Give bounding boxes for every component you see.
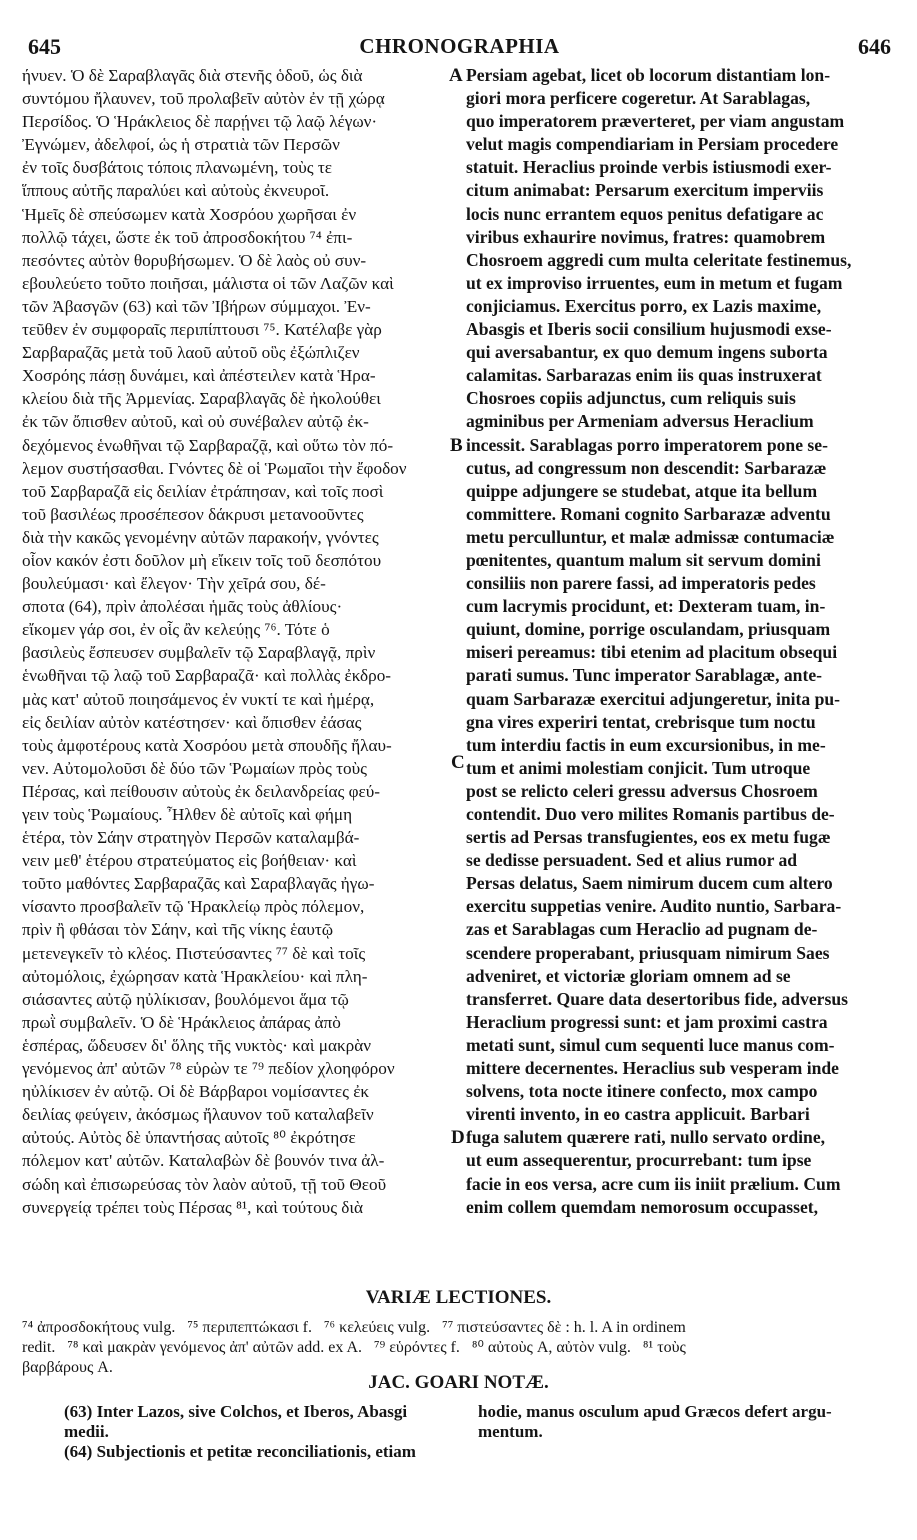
latin-text-line: zas et Sarablagas cum Heraclio ad pugnam de- [466,919,818,940]
latin-text-line: mittere decernentes. Heraclius sub vesperam inde [466,1058,839,1079]
note-line: mentum. [478,1422,543,1441]
margin-marker-d: D [451,1127,465,1148]
latin-text-line: scendere properabant, priusquam nimirum Saes [466,942,830,963]
latin-text-line: tum interdiu factis in eum excursionibus, in me- [466,734,826,755]
margin-marker-c: C [451,752,465,773]
greek-text-line: σποτα (64), πρὶν ἀπολέσαι ἡμᾶς τοὺς ἀθλίους· [22,597,343,617]
variae-lectiones-text [22,1318,902,1378]
latin-text-line: viribus exhaurire novimus, fratres: quamobrem [466,226,826,247]
latin-text-line: pœnitentes, quantum malum sit servum domini [466,549,821,570]
greek-text-line: διὰ τὴν κακῶς γενομένην αὐτῶν παρακοήν, γνόντες [22,527,379,547]
latin-text-line: Abasgis et Iberis socii consilium hujusmodi exse- [466,319,832,340]
latin-text-line: Persas delatus, Saem nimirum ducem cum altero [466,873,833,894]
latin-text-line: quam Sarbarazæ exercitui adjungeretur, inita pu- [466,688,841,709]
greek-text-line: μετενεγκεῖν τὸ κλέος. Πιστεύσαντες ⁷⁷ δὲ καὶ τοῖς [22,943,366,963]
greek-text-line: ἐν τοῖς δυσβάτοις τόποις πλανωμένη, τοὺς τε [22,158,332,178]
latin-text-line: calamitas. Sarbarazas enim iis quas instruxerat [466,365,822,386]
latin-text-line: facie in eos versa, acre cum iis iniit prælium. Cum [466,1173,841,1194]
greek-text-line: συντόμου ἤλαυνεν, τοῦ προλαβεῖν αὐτὸν ἐν τῇ χώρᾳ [22,89,385,109]
greek-text-line: πεσόντες αὐτὸν θορυβήσωμεν. Ὁ δὲ λαὸς οὐ συν- [22,250,367,270]
goari-notae-heading: JAC. GOARI NOTÆ. [368,1372,549,1393]
greek-text-line: γειν τοὺς Ῥωμαίους. Ἦλθεν δὲ αὐτοῖς καὶ φήμη [22,805,353,824]
latin-text-line: miseri pereamus: tibi etenim ad placitum obsequi [466,642,838,663]
greek-text-line: εἴκομεν γάρ σοι, ἐν οἷς ἂν κελεύῃς ⁷⁶. Τότε ὁ [22,620,330,640]
greek-text-line: Ἐγνώμεν, ἀδελφοί, ὡς ἡ στρατιὰ τῶν Περσῶν [22,135,340,155]
greek-text-line: πολλῷ τάχει, ὥστε ἐκ τοῦ ἀπροσδοκήτου ⁷⁴ ἐπι- [22,227,353,247]
greek-text-line: ἑνωθῆναι τῷ λαῷ τοῦ Σαρβαραζᾶ· καὶ πολλὰς ἐκδρο- [22,666,392,686]
latin-text-line: metu perculluntur, et malæ admissæ contumaciæ [466,526,835,547]
latin-text-line: post se relicto celeri gressu adversus Chosroem [466,780,818,801]
variae-line: ⁷⁴ ἀπροσδοκήτους vulg. ⁷⁵ περιπεπτώκασι f. ⁷⁶ κελεύεις vulg. ⁷⁷ πιστεύσαντες δὲ : h. l. A in ordinem [22,1319,686,1336]
latin-text-line: tum et animi molestiam conjicit. Tum utroque [466,757,811,778]
greek-text-line: ηὐλίκισεν ἐν αὐτῷ. Οἱ δὲ Βάρβαροι νομίσαντες ἐκ [22,1082,370,1102]
greek-text-line: ἑτέρα, τὸν Σάην στρατηγὸν Περσῶν καταλαμβά- [22,828,360,848]
latin-text-line: metati sunt, simul cum sequenti luce manus com- [466,1034,835,1055]
greek-text-line: εἰς δειλίαν αὐτὸν κατέστησεν· καὶ ὄπισθεν ἐάσας [22,712,362,732]
running-head [28,32,891,60]
greek-text-line: ήνυεν. Ὁ δὲ Σαραβλαγᾶς διὰ στενῆς ὁδοῦ, ὡς διὰ [22,66,363,85]
latin-text-line: Persiam agebat, licet ob locorum distantiam lon- [466,65,831,85]
latin-text-line: Chosroes copiis adjunctus, cum reliquis suis [466,388,796,409]
latin-text-line: conjiciamus. Exercitus porro, ex Lazis maxime, [466,295,822,316]
latin-text-line: qui aversabantur, ex quo demum ingens suborta [466,342,828,363]
greek-text-line: πρωῒ συμβαλεῖν. Ὁ δὲ Ἡράκλειος ἀπάρας ἀπὸ [22,1012,341,1032]
greek-text-line: ἐκ τῶν ὄπισθεν αὐτοῦ, καὶ οὐ συνέβαλεν αὐτῷ ἐκ- [22,412,369,432]
greek-text-line: γενόμενος ἀπ' αὐτῶν ⁷⁸ εὑρὼν τε ⁷⁹ πεδίον χλοηφόρον [22,1059,395,1079]
greek-text-line: μὰς κατ' αὐτοῦ ποιησάμενος ἐν νυκτί τε καὶ ἡμέρᾳ, [22,689,375,709]
variae-lectiones-heading: VARIÆ LECTIONES. [365,1287,552,1308]
greek-text-line: πόλεμον κατ' αὐτῶν. Καταλαβὼν δὲ βουνόν τινα ἀλ- [22,1151,385,1171]
latin-text-line: committere. Romani cognito Sarbarazæ adventu [466,503,831,524]
greek-text-line: συνεργείᾳ τρέπει τοὺς Πέρσας ⁸¹, καὶ τούτους διὰ [22,1197,364,1217]
greek-text-line: νεν. Αὐτομολοῦσι δὲ δύο τῶν Ῥωμαίων πρὸς τοὺς [22,758,367,778]
greek-text-line: εβουλεύετο τοῦτο ποιῆσαι, μάλιστα οἱ τῶν Λαζῶν καὶ [22,273,394,293]
latin-text-line: incessit. Sarablagas porro imperatorem pone se- [466,434,828,455]
latin-text-column [466,64,898,1219]
latin-text-line: enim collem quemdam nemorosum occupasset, [466,1196,819,1217]
greek-text-line: βουλεύμασι· καὶ ἔλεγον· Τὴν χεῖρά σου, δέ- [22,574,326,594]
latin-text-line: cutus, ad congressum non descendit: Sarbarazæ [466,457,827,478]
greek-text-line: σιάσαντες αὐτῷ ηὐλίκισαν, βουλόμενοι ἅμα τῷ [22,989,349,1009]
greek-text-line: νίσαντο προσβαλεῖν τῷ Ἡρακλείῳ πρὸς πόλεμον, [22,897,365,917]
greek-text-line: τοῦ Σαρβαραζᾶ εἰς δειλίαν ἐτράπησαν, καὶ τοῖς ποσὶ [22,481,384,501]
latin-text-line: agminibus per Armeniam adversus Heraclium [466,411,814,432]
greek-text-line: αὐτομόλοις, ἐχώρησαν κατὰ Ἡρακλείου· καὶ πλη- [22,966,368,986]
greek-text-line: τεῦθεν ἐν συμφοραῖς περιπίπτουσι ⁷⁵. Κατέλαβε γὰρ [22,320,382,340]
latin-text-line: quippe adjungere se studebat, atque ita bellum [466,480,818,501]
latin-text-line: locis nunc errantem equos penitus defatigare ac [466,203,824,224]
page-number-left: 645 [28,34,61,59]
greek-text-line: Χοσρόης πάσῃ δυνάμει, καὶ ἀπέστειλεν κατὰ Ἡρα- [22,366,376,386]
latin-text-line: parati sumus. Tunc imperator Sarablagæ, ante- [466,665,822,686]
greek-text-line: τῶν Ἀβασγῶν (63) καὶ τῶν Ἰβήρων σύμμαχοι. Ἐν- [22,296,371,316]
greek-text-line: δεχόμενος ἑνωθῆναι τῷ Σαρβαραζᾷ, καὶ οὕτω τὸν πό- [22,435,394,455]
greek-text-line: νειν μεθ' ἑτέρου στρατεύματος εἰς βοήθειαν· καὶ [22,851,357,871]
greek-text-line: ἵππους αὐτῆς παραλύει καὶ αὐτοὺς ἐκνευροῖ. [22,181,330,201]
greek-text-line: τοῦ βασιλέως προσέπεσον δάκρυσι μετανοοῦντες [22,504,364,524]
margin-marker-a: A [449,65,463,86]
greek-text-line: τοῦτο μαθόντες Σαρβαραζᾶς καὶ Σαραβλαγᾶς ἠγω- [22,874,375,894]
page-number-right: 646 [858,34,891,59]
note-line: hodie, manus osculum apud Græcos defert argu- [478,1402,832,1421]
greek-text-line: σώδη καὶ ἐπισωρεύσας τὸν λαὸν αὐτοῦ, τῇ τοῦ Θεοῦ [22,1174,387,1194]
margin-marker-b: B [450,435,463,456]
greek-text-line: αὐτούς. Αὐτὸς δὲ ὑπαντήσας αὐτοῖς ⁸⁰ ἐκρότησε [22,1128,356,1148]
variae-line: redit. ⁷⁸ καὶ μακρὰν γενόμενος ἀπ' αὐτῶν add. ex A. ⁷⁹ εὑρόντες f. ⁸⁰ αὐτοὺς A, αὐτὸν vulg. ⁸¹ τοὺς [22,1339,686,1356]
greek-text-line: Περσίδος. Ὁ Ἡράκλειος δὲ παρῄνει τῷ λαῷ λέγων· [22,112,378,132]
latin-text-line: Chosroem aggredi cum multa celeritate festinemus, [466,249,852,270]
latin-text-line: contendit. Duo vero milites Romanis partibus de- [466,804,835,824]
latin-text-line: quiunt, domine, porrige osculandam, priusquam [466,619,831,640]
note-line: (64) Subjectionis et petitæ reconciliationis, etiam [64,1442,416,1461]
latin-text-line: virenti invento, in eo castra applicuit. Barbari [466,1104,810,1125]
latin-text-line: ut ex improviso irruentes, eum in metum et fugam [466,272,843,293]
latin-text-line: fuga salutem quærere rati, nullo servato ordine, [466,1127,826,1148]
latin-text-line: se dedisse persuadent. Sed et alius rumor ad [466,850,798,871]
greek-text-line: δειλίας φεύγειν, ἀκόσμως ἤλαυνον τοῦ καταλαβεῖν [22,1105,374,1125]
latin-text-line: cum lacrymis procidunt, et: Dexteram tuam, in- [466,596,826,617]
latin-text-line: gna vires experiri tentat, crebrisque tum noctu [466,711,816,732]
greek-text-line: Ἡμεῖς δὲ σπεύσωμεν κατὰ Χοσρόου χωρῆσαι ἐν [22,204,357,224]
latin-text-line: consiliis non parere fassi, ad imperatoris pedes [466,573,816,594]
latin-text-line: velut magis compendiariam in Persiam procedere [466,134,839,155]
greek-text-column [22,64,457,1219]
latin-text-line: statuit. Heraclius proinde verbis istiusmodi exer- [466,157,832,178]
greek-text-line: βασιλεὺς ἔσπευσεν συμβαλεῖν τῷ Σαραβλαγᾷ, πρὶν [22,643,376,663]
latin-text-line: Heraclium progressi sunt: et jam proximi castra [466,1011,828,1032]
latin-text-line: quo imperatorem præverteret, per viam angustam [466,111,845,132]
latin-text-line: ut eum assequerentur, procurrebant: tum ipse [466,1150,812,1171]
running-title: CHRONOGRAPHIA [359,34,560,58]
greek-text-line: πρὶν ἢ φθάσαι τὸν Σάην, καὶ τῆς νίκης ἑαυτῷ [22,920,334,940]
latin-text-line: transferret. Quare data desertoribus fide, adversus [466,988,848,1009]
latin-text-line: exercitu suppetias venire. Audito nuntio, Sarbara- [466,896,842,917]
greek-text-line: Σαρβαραζᾶς μετὰ τοῦ λαοῦ αὐτοῦ οὓς ἐξώπλιζεν [22,343,360,363]
latin-text-line: solvens, tota nocte itinere confecto, mox campo [466,1081,818,1102]
latin-text-line: adveniret, et victoriæ gloriam omnem ad se [466,965,791,986]
greek-text-line: τοὺς ἀμφοτέρους κατὰ Χοσρόου μετὰ σπουδῆς ἤλαυ- [22,735,392,755]
greek-text-line: ἑσπέρας, ὥδευσεν δι' ὅλης τῆς νυκτὸς· καὶ μακρὰν [22,1035,371,1055]
greek-text-line: Πέρσας, καὶ πείθουσιν αὐτοὺς ἐκ δειλανδρείας φεύ- [22,781,380,801]
latin-text-line: giori mora perficere cogeretur. At Sarablagas, [466,88,811,109]
note-line: (63) Inter Lazos, sive Colchos, et Iberos, Abasgi [64,1402,408,1421]
greek-text-line: οἷον κακόν ἐστι δοῦλον μὴ εἴκειν τοῖς τοῦ δεσπότου [22,550,382,570]
greek-text-line: κλείου διὰ τῆς Ἀρμενίας. Σαραβλαγᾶς δὲ ἠκολούθει [22,389,381,409]
variae-line: βαρβάρους A. [22,1359,113,1376]
note-line: medii. [64,1422,109,1441]
latin-text-line: citum animabat: Persarum exercitum imperviis [466,180,824,201]
notes-right-column [478,1402,898,1442]
greek-text-line: λεμον συστήσασθαι. Γνόντες δὲ οἱ Ῥωμαῖοι τὴν ἔφοδον [22,458,407,478]
latin-text-line: sertis ad Persas transfugientes, eos ex metu fugæ [466,827,831,848]
notes-left-column [64,1402,464,1462]
